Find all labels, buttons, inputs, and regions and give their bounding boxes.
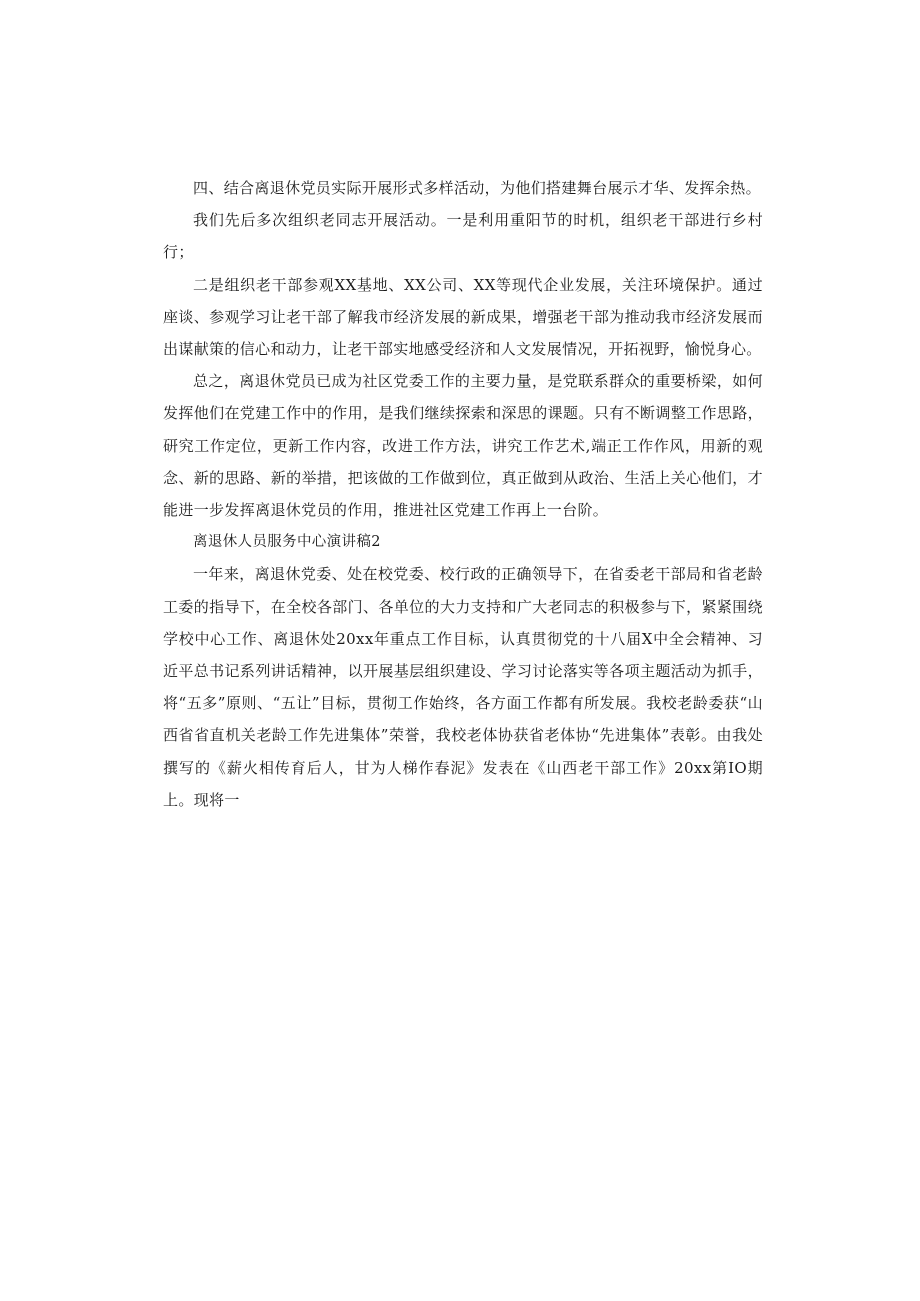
section-heading: 离退休人员服务中心演讲稿2 [193,534,381,551]
paragraph-activities-visits: 二是组织老干部参观XX基地、XX公司、XX等现代企业发展，关注环境保护。通过座谈、参观学习让老干部了解我市经济发展的新成果，增强老干部为推动我市经济发展而出谋献策的信心和动力，让老干部实地感受经济和人文发展情况，开拓视野，愉悦身心。 [163,275,763,359]
paragraph-summary: 总之，离退休党员已成为社区党委工作的主要力量，是党联系群众的重要桥梁，如何发挥他们在党建工作中的作用，是我们继续探索和深思的课题。只有不断调整工作思路，研究工作定位，更新工作内容，改进工作方法，讲究工作艺术,端正工作作风，用新的观念、新的思路、新的举措，把该做的工作做到位，真正做到从政治、生活上关心他们，才能进一步发挥离退休党员的作用，推进社区党建工作再上一台阶。 [163,372,763,520]
document-body [163,172,763,816]
paragraph-activities-intro: 我们先后多次组织老同志开展活动。一是利用重阳节的时机，组织老干部进行乡村行； [163,211,763,262]
paragraph-activities-heading: 四、结合离退休党员实际开展形式多样活动，为他们搭建舞台展示才华、发挥余热。 [193,179,761,197]
paragraph-annual-review: 一年来，离退休党委、处在校党委、校行政的正确领导下，在省委老干部局和省老龄工委的指导下，在全校各部门、各单位的大力支持和广大老同志的积极参与下，紧紧围绕学校中心工作、离退休处20xx年重点工作目标，认真贯彻党的十八届X中全会精神、习近平总书记系列讲话精神，以开展基层组织建设、学习讨论落实等各项主题活动为抓手，将“五多”原则、“五让”目标，贯彻工作始终，各方面工作都有所发展。我校老龄委获“山西省省直机关老龄工作先进集体”荣誉，我校老体协获省老体协“先进集体”表彰。由我处撰写的《薪火相传育后人，甘为人梯作春泥》发表在《山西老干部工作》20xx第IO期上。现将一 [163,565,763,809]
